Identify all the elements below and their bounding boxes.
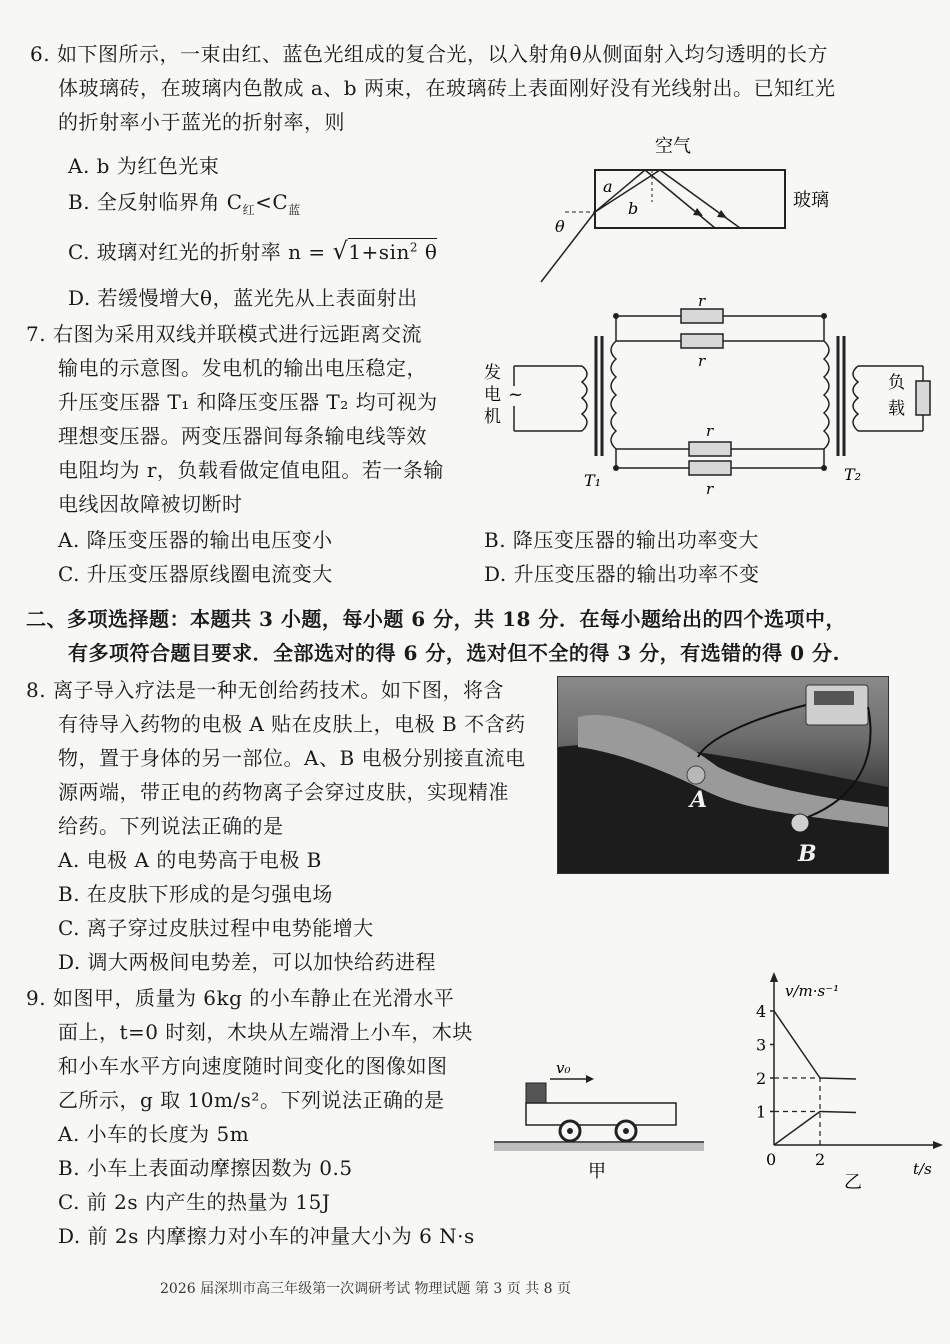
load-resistor (916, 381, 930, 415)
y-axis-arrow (770, 972, 778, 982)
q9-option-d: D. 前 2s 内摩擦力对小车的冲量大小为 6 N·s (58, 1224, 475, 1248)
iontophoresis-photo (557, 676, 889, 874)
y-tick-label-4: 4 (756, 1002, 767, 1021)
q7-option-c: C. 升压变压器原线圈电流变大 (58, 562, 333, 586)
q9-line1: 9. 如图甲，质量为 6kg 的小车静止在光滑水平 (26, 986, 455, 1010)
section2-line2: 有多项符合题目要求．全部选对的得 6 分，选对但不全的得 3 分，有选错的得 0 分. (68, 641, 840, 665)
gen-label-2: 电 (484, 385, 501, 405)
photo-illustration (558, 677, 888, 873)
q9-vt-chart (745, 970, 945, 1195)
q6-option-d: D. 若缓慢增大θ，蓝光先从上表面射出 (68, 286, 418, 310)
q6-option-c (68, 236, 437, 265)
label-theta: θ (555, 217, 565, 236)
t2-label: T₂ (844, 465, 862, 484)
wood-block (526, 1083, 546, 1103)
q7-line6: 电线因故障被切断时 (58, 492, 243, 516)
r-label-3: r (706, 422, 714, 440)
fig-jia-label: 甲 (588, 1161, 606, 1182)
y-tick-label-1: 1 (756, 1102, 767, 1122)
ac-symbol: ~ (508, 384, 524, 405)
q8-option-c: C. 离子穿过皮肤过程中电势能增大 (58, 916, 374, 940)
gen-label-3: 机 (484, 407, 501, 427)
q7-line4: 理想变压器。两变压器间每条输电线等效 (58, 424, 427, 448)
series-line-1 (774, 1112, 820, 1146)
x-tick-label-2: 2 (815, 1150, 826, 1169)
q8-line3: 物，置于身体的另一部位。A、B 电极分别接直流电 (58, 746, 526, 770)
resistor-bottom-2 (689, 461, 731, 475)
incident-ray (541, 212, 595, 282)
electrode-a-label: A (690, 787, 708, 813)
q8-line2: 有待导入药物的电极 A 贴在皮肤上，电极 B 不含药 (58, 712, 526, 736)
arrow-b (717, 210, 727, 218)
q6-option-b-mid: <C (255, 190, 289, 214)
x-axis-label: t/s (913, 1160, 932, 1178)
q9-option-a: A. 小车的长度为 5m (58, 1122, 250, 1146)
q8-line4: 源两端，带正电的药物离子会穿过皮肤，实现精准 (58, 780, 509, 804)
q6-option-c-theta: θ (418, 240, 438, 264)
q7-line1: 7. 右图为采用双线并联模式进行远距离交流 (26, 322, 422, 346)
t1-primary-coil (582, 366, 587, 431)
t2-secondary-coil (853, 366, 858, 431)
y-tick-label-2: 2 (756, 1069, 767, 1088)
q6-line3: 的折射率小于蓝光的折射率，则 (58, 110, 345, 134)
q7-line3: 升压变压器 T₁ 和降压变压器 T₂ 均可视为 (58, 390, 438, 414)
x-tick-label-0: 0 (766, 1150, 777, 1169)
y-tick-label-3: 3 (756, 1035, 767, 1055)
electrode-b (791, 814, 809, 832)
reflected-b (660, 170, 740, 228)
resistor-bottom-1 (689, 442, 731, 456)
t2-primary-coil (824, 341, 829, 449)
q8-option-d: D. 调大两极间电势差，可以加快给药进程 (58, 950, 437, 974)
q9-option-c: C. 前 2s 内产生的热量为 15J (58, 1190, 331, 1214)
series-continuation-0 (820, 1078, 856, 1079)
t1-label: T₁ (584, 471, 602, 490)
q7-line2: 输电的示意图。发电机的输出电压稳定， (58, 356, 427, 380)
resistor-top-2 (681, 334, 723, 348)
load-label-1: 负 (888, 373, 905, 393)
q9-cart-figure (490, 1055, 710, 1185)
arrow-a (693, 208, 703, 216)
q7-option-b: B. 降压变压器的输出功率变大 (484, 528, 759, 552)
q6-glass-figure (525, 132, 845, 292)
series-line-0 (774, 1011, 820, 1078)
x-axis-arrow (933, 1141, 943, 1149)
q7-option-a: A. 降压变压器的输出电压变小 (58, 528, 333, 552)
label-b: b (628, 199, 639, 218)
q9-line3: 和小车水平方向速度随时间变化的图像如图 (58, 1054, 448, 1078)
q6-option-b-sub-blue: 蓝 (288, 203, 301, 217)
glass-label: 玻璃 (793, 190, 829, 211)
q7-line5: 电阻均为 r，负载看做定值电阻。若一条输 (58, 458, 444, 482)
q9-line2: 面上，t=0 时刻，木块从左端滑上小车，木块 (58, 1020, 473, 1044)
q6-option-c-expr: 1+sin (348, 240, 410, 264)
fig-yi-label: 乙 (844, 1172, 862, 1193)
series-continuation-1 (820, 1112, 856, 1113)
q8-line1: 8. 离子导入疗法是一种无创给药技术。如下图，将含 (26, 678, 504, 702)
q6-line1: 6. 如下图所示，一束由红、蓝色光组成的复合光，以入射角θ从侧面射入均匀透明的长方 (30, 42, 828, 66)
r-label-2: r (698, 352, 706, 370)
q6-option-b-sub-red: 红 (242, 203, 256, 217)
q9-line4: 乙所示，g 取 10m/s²。下列说法正确的是 (58, 1088, 445, 1112)
r-label-1: r (698, 296, 706, 310)
gen-label-1: 发 (484, 363, 501, 383)
q9-option-b: B. 小车上表面动摩擦因数为 0.5 (58, 1156, 353, 1180)
q6-option-c-sup: 2 (409, 240, 418, 255)
section2-line1: 二、多项选择题：本题共 3 小题，每小题 6 分，共 18 分．在每小题给出的四个选项中， (26, 607, 846, 631)
q6-option-b (68, 186, 301, 218)
page-footer: 2026 届深圳市高三年级第一次调研考试 物理试题 第 3 页 共 8 页 (160, 1281, 572, 1297)
glass-block (595, 170, 785, 228)
r-label-4: r (706, 480, 714, 498)
q8-option-b: B. 在皮肤下形成的是匀强电场 (58, 882, 333, 906)
q6-option-a: A. b 为红色光束 (68, 154, 220, 178)
y-axis-label: v/m·s⁻¹ (785, 982, 840, 1000)
q7-circuit-figure (478, 296, 938, 506)
q6-line2: 体玻璃砖，在玻璃内色散成 a、b 两束，在玻璃砖上表面刚好没有光线射出。已知红光 (58, 76, 836, 100)
q6-option-b-pre: B. 全反射临界角 C (68, 190, 243, 214)
q7-option-d: D. 升压变压器的输出功率不变 (484, 562, 760, 586)
label-a: a (603, 177, 613, 196)
air-label: 空气 (655, 136, 691, 157)
q6-option-c-pre: C. 玻璃对红光的折射率 n = (68, 240, 326, 264)
sqrt-symbol: √ (332, 237, 349, 265)
q8-line5: 给药。下列说法正确的是 (58, 814, 284, 838)
reflected-a (645, 170, 715, 228)
electrode-b-label: B (798, 841, 817, 867)
load-label-2: 载 (888, 399, 905, 419)
v0-label: v₀ (556, 1059, 571, 1077)
t1-secondary-coil (611, 341, 616, 449)
q8-option-a: A. 电极 A 的电势高于电极 B (58, 848, 322, 872)
electrode-a (687, 766, 705, 784)
cart-body (526, 1103, 676, 1125)
resistor-top-1 (681, 309, 723, 323)
ground-hatch (494, 1143, 704, 1151)
